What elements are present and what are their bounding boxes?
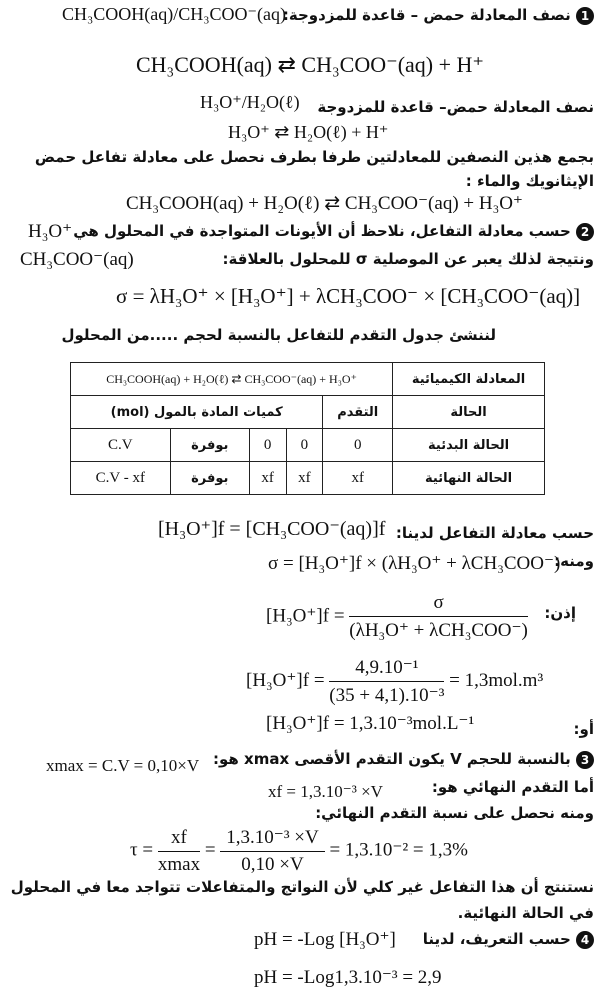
tau-lhs: τ = — [130, 839, 154, 861]
by-equation-text: حسب معادلة التفاعل لدينا: — [395, 524, 594, 542]
table-cell: 0 — [286, 429, 323, 462]
ph-definition: pH = -Log [H₃O⁺] — [254, 929, 396, 950]
sum-text-line-2: الإيثانويك والماء : — [465, 172, 594, 190]
table-equation-cell: CH₃COOH(aq) + H₂O(ℓ) ⇄ CH₃COO⁻(aq) + H₃O⁺ — [71, 363, 393, 396]
half-equation-title-acetic: نصف المعادلة حمض – قاعدة للمزدوجة: — [282, 6, 571, 24]
acetic-couple: CH₃COOH(aq)/CH₃COO⁻(aq) — [62, 4, 287, 24]
table-quantities-header: كميات المادة بالمول (mol) — [71, 396, 323, 429]
fraction-numerator: σ — [349, 592, 528, 617]
tau-fraction-2 — [220, 826, 324, 876]
part-number-badge: 3 — [576, 751, 594, 769]
fraction-numerator: 1,3.10⁻³ ×V — [220, 826, 324, 852]
fraction-denominator: xmax — [157, 853, 201, 875]
equality-concentrations: [H₃O⁺]f = [CH₃COO⁻(aq)]f — [158, 518, 386, 540]
fraction-denominator: 0,10 ×V — [241, 854, 304, 875]
or-label: أو: — [573, 720, 594, 738]
conclusion-line-1: نستنتج أن هذا التفاعل غير كلي لأن النواتج والمتفاعلات تتواجد معا في المحلول — [10, 878, 594, 896]
table-cell: الحالة البدئية — [393, 429, 545, 462]
table-cell: 0 — [249, 429, 286, 462]
table-intro: لننشئ جدول التقدم للتفاعل بالنسبة لحجم .....من المحلول — [61, 326, 496, 344]
table-row — [71, 363, 545, 396]
table-cell: الحالة النهائية — [393, 462, 545, 495]
ion-hydronium: H₃O⁺ — [28, 221, 73, 242]
so-label: إذن: — [544, 604, 576, 622]
sigma-formula: σ = λH₃O⁺ × [H₃O⁺] + λCH₃COO⁻ × [CH₃COO⁻(aq)] — [116, 284, 581, 308]
equation-acetic-half: CH₃COOH(aq) ⇄ CH₃COO⁻(aq) + H⁺ — [136, 52, 485, 77]
fraction-numerator: xf — [158, 827, 200, 852]
part-number-badge: 4 — [576, 931, 594, 949]
ions-text: حسب معادلة التفاعل، نلاحظ أن الأيونات المتواجدة في المحلول هي — [73, 222, 571, 240]
tau-expression: τ = $\frac{xf}{xmax}$ = $\frac{\text{1,3.10⁻³ ×V}}{0,10 \times V}$ = 1,3.10⁻² = 1,3% — [130, 826, 468, 875]
ph-definition-text: حسب التعريف، لدينا — [422, 930, 571, 948]
conclusion-line-2: في الحالة النهائية. — [457, 904, 594, 922]
table-equation-label: المعادلة الكيميائية — [393, 363, 545, 396]
xf-text: أما التقدم النهائي هو: — [431, 778, 594, 796]
part-2-line-1 — [73, 222, 594, 241]
conductivity-text: ونتيجة لذلك يعبر عن الموصلية σ للمحلول بالعلاقة: — [222, 250, 594, 268]
tau-fraction-1 — [158, 827, 200, 876]
calc-lhs: [H₃O⁺]f = — [246, 669, 325, 691]
table-row — [71, 396, 545, 429]
fraction-numerator: 4,9.10⁻¹ — [329, 656, 444, 682]
concentration-lhs: [H₃O⁺]f = — [266, 605, 345, 627]
sigma-final-formula: σ = [H₃O⁺]f × (λH₃O⁺ + λCH₃COO⁻) — [268, 553, 561, 574]
concentration-expression — [266, 592, 528, 642]
hence-label: ومنه: — [554, 552, 594, 570]
table-cell: xf — [249, 462, 286, 495]
concentration-fraction — [349, 592, 528, 642]
sum-text-line-1: بجمع هذين النصفين للمعادلتين طرفا بطرف نحصل على معادلة تفاعل حمض — [34, 148, 594, 166]
table-cell: بوفرة — [170, 429, 249, 462]
half-equation-title-water: نصف المعادلة حمض– قاعدة للمزدوجة — [317, 98, 594, 116]
table-cell: C.V - xf — [71, 462, 171, 495]
part-number-badge: 2 — [576, 223, 594, 241]
table-progress-header: التقدم — [323, 396, 393, 429]
xf-equation: xf = 1,3.10⁻³ ×V — [268, 782, 383, 801]
part-1-header — [283, 6, 594, 25]
equation-water-half: H₃O⁺ ⇄ H₂O(ℓ) + H⁺ — [228, 122, 389, 142]
ion-acetate: CH₃COO⁻(aq) — [20, 249, 134, 270]
table-cell: بوفرة — [170, 462, 249, 495]
ph-calculation: pH = -Log1,3.10⁻³ = 2,9 — [254, 967, 442, 988]
xmax-text: بالنسبة للحجم V يكون التقدم الأقصى xmax هو: — [213, 750, 571, 768]
fraction-denominator: (λH₃O⁺ + λCH₃COO⁻) — [349, 620, 528, 641]
table-state-header: الحالة — [393, 396, 545, 429]
progress-table — [70, 362, 545, 495]
table-cell: xf — [286, 462, 323, 495]
xmax-equation: xmax = C.V = 0,10×V — [46, 756, 200, 775]
equation-global: CH₃COOH(aq) + H₂O(ℓ) ⇄ CH₃COO⁻(aq) + H₃O⁺ — [126, 193, 523, 214]
tau-intro-text: ومنه نحصل على نسبة التقدم النهائي: — [315, 804, 594, 822]
table-row — [71, 462, 545, 495]
concentration-final: [H₃O⁺]f = 1,3.10⁻³mol.L⁻¹ — [266, 713, 475, 734]
calc-fraction — [329, 656, 444, 707]
concentration-calculation — [246, 656, 543, 707]
tau-result: = 1,3.10⁻² = 1,3% — [329, 839, 468, 861]
part-4-line-1 — [423, 930, 594, 949]
water-couple: H₃O⁺/H₂O(ℓ) — [200, 92, 300, 112]
table-cell: xf — [323, 462, 393, 495]
table-row — [71, 429, 545, 462]
part-number-badge: 1 — [576, 7, 594, 25]
part-3-line-1 — [213, 750, 594, 769]
table-cell: 0 — [323, 429, 393, 462]
table-cell: C.V — [71, 429, 171, 462]
calc-result: = 1,3mol.m³ — [449, 669, 544, 691]
fraction-denominator: (35 + 4,1).10⁻³ — [329, 685, 445, 706]
